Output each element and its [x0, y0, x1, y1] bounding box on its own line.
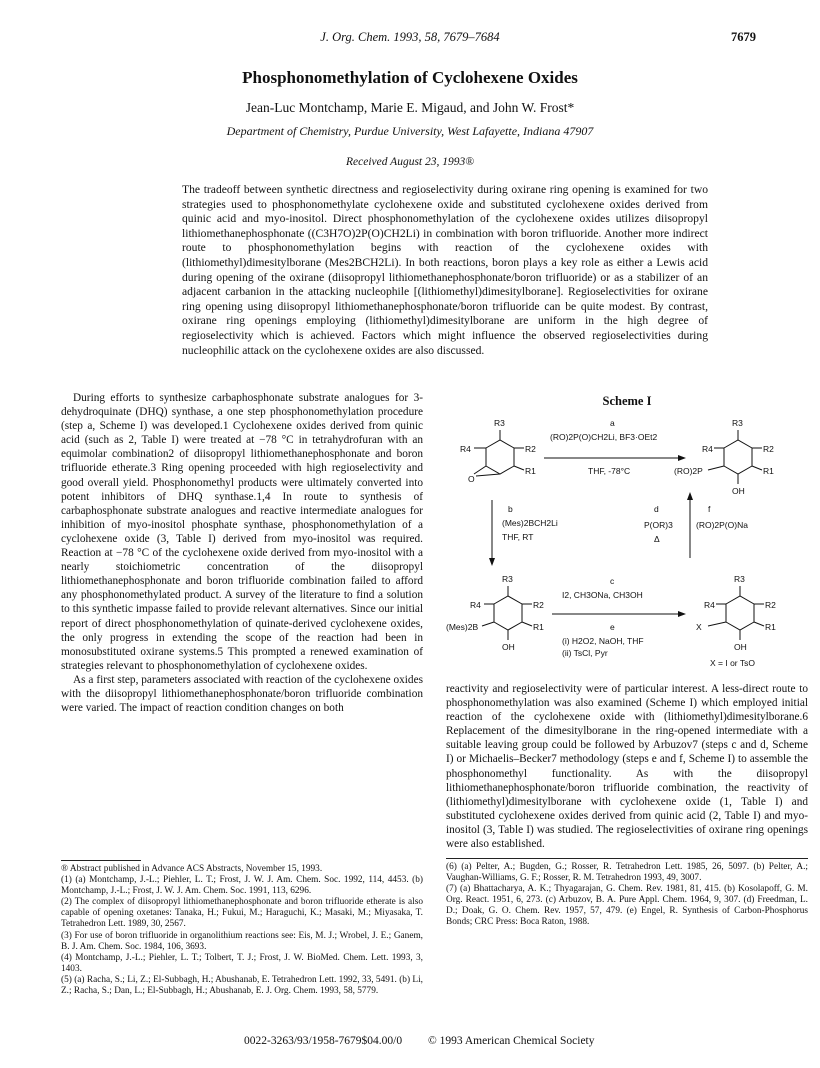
r2-label: R2	[765, 600, 776, 610]
r3-label: R3	[732, 418, 743, 428]
body-paragraph: As a first step, parameters associated with reaction of the cyclohexene oxides with the diisopropyl lithiomethanephosphonate/boron trifluoride combination were varied. The impact of reaction condition changes on both	[61, 673, 423, 715]
footnote: (5) (a) Racha, S.; Li, Z.; El-Subbagh, H.; Abushanab, E. Tetrahedron Lett. 1992, 33, 5491. (b) Li, Z.; Racha, S.; Dan, L.; El-Subbagh, H.; Abushanab, E. J. Org. Chem. 1993, 58, 5779.	[61, 974, 423, 997]
phosphonate-label: (RO)2P	[674, 466, 703, 476]
reagent-c: I2, CH3ONa, CH3OH	[562, 590, 643, 600]
reagent-e-step1: (i) H2O2, NaOH, THF	[562, 636, 644, 646]
reagent-a: (RO)2P(O)CH2Li, BF3·OEt2	[550, 432, 658, 442]
epoxide-structure	[460, 418, 536, 484]
footnote: (2) The complex of diisopropyl lithiomethanephosphonate and boron trifluoride etherate is also capable of opening oxetanes: Tanaka, H.; Fukui, M.; Haraguchi, K.; Masaki, M.; Miyasaka, T. Tetrahedron Lett. 1989, 30, 2567.	[61, 897, 423, 930]
r2-label: R2	[533, 600, 544, 610]
mesityl-borane-label: (Mes)2B	[446, 622, 479, 632]
r1-label: R1	[533, 622, 544, 632]
received-date: Received August 23, 1993®	[346, 156, 474, 168]
r3-label: R3	[502, 574, 513, 584]
affiliation: Department of Chemistry, Purdue University, West Lafayette, Indiana 47907	[226, 124, 594, 138]
body-column-left	[61, 391, 423, 715]
author-list: Jean-Luc Montchamp, Marie E. Migaud, and John W. Frost*	[245, 100, 575, 115]
heat-symbol: Δ	[654, 534, 660, 544]
borane-intermediate-structure	[446, 574, 544, 652]
running-header	[0, 30, 820, 46]
step-d-label: d	[654, 504, 659, 514]
r4-label: R4	[470, 600, 481, 610]
leaving-group-intermediate-structure	[696, 574, 776, 668]
footnotes-right	[446, 862, 808, 929]
footnote: (1) (a) Montchamp, J.-L.; Piehler, L. T.; Frost, J. W. J. Am. Chem. Soc. 1992, 114, 4453. (b) Montchamp, J.-L.; Frost, J. W. J. Am. Chem. Soc. 1991, 113, 6296.	[61, 875, 423, 897]
copyright-notice: © 1993 American Chemical Society	[428, 1035, 595, 1047]
r4-label: R4	[702, 444, 713, 454]
footnote: (7) (a) Bhattacharya, A. K.; Thyagarajan, G. Chem. Rev. 1981, 81, 415. (b) Kosolapoff, G. M. Org. React. 1951, 6, 273. (c) Arbuzov, B. A. Pure Appl. Chem. 1964, 9, 307. (d) Freedman, L. D.; Doak, G. O. Chem. Rev. 1957, 57, 479. (e) Engel, R. Synthesis of Carbon-Phosphorus Bonds; CRC Press: Boca Raton, 1988.	[446, 884, 808, 928]
r3-label: R3	[734, 574, 745, 584]
footnotes-left	[61, 864, 423, 997]
leaving-group-definition: X = I or TsO	[710, 658, 755, 668]
hydroxyl-label: OH	[732, 486, 745, 496]
epoxide-oxygen-label: O	[468, 474, 475, 484]
r4-label: R4	[460, 444, 471, 454]
body-paragraph: During efforts to synthesize carbaphosphonate substrate analogues for 3-dehydroquinate (DHQ) synthase, a one step phosphonomethylation procedure (step a, Scheme I) was developed.1 Cyclohexene oxides derived from quinic acid (such as 2, Table I) were treated at −78 °C in tetrahydrofuran with an equimolar combination2 of diisopropyl lithiomethanephosphonate and boron trifluoride etherate.3 Ring opening proceeded with high regioselectivity and good overall yield. Phosphonomethyl products were ultimately converted into potent inhibitors of DHQ synthase.1,4 In route to synthesis of carbaphosphonate substrate analogues and reactive intermediate analogues for inhibition of myo-inositol phosphate synthase, phosphonomethylation of a cyclohexene oxide (3, Table I) derived from myo-inositol was required. Reaction at −78 °C of the cyclohexene oxide derived from myo-inositol with a nearly stoichiometric concentration of the diisopropyl lithiomethanephosphonate and boron trifluoride combination failed to afford any phosphonomethylated product. A survey of the literature to find a solution to this synthetic impasse failed to provide relevant alternatives. Since our initial report of direct phosphonomethylation of quinate-derived cyclohexene oxides, the only progress in extending the scope of the reaction had been in monosubstituted oxirane systems.5 This prompted a renewed examination of strategies relevant to phosphonomethylation of cyclohexene oxides.	[61, 392, 423, 672]
reagent-e-step2: (ii) TsCl, Pyr	[562, 648, 608, 658]
r3-label: R3	[494, 418, 505, 428]
r2-label: R2	[525, 444, 536, 454]
step-e-label: e	[610, 622, 615, 632]
hydroxyl-label: OH	[734, 642, 747, 652]
step-a-label: a	[610, 418, 615, 428]
phosphonate-product-structure	[674, 418, 774, 496]
conditions-b: THF, RT	[502, 532, 534, 542]
body-column-right	[446, 682, 808, 851]
scheme-title: Scheme I	[602, 394, 652, 408]
step-f-label: f	[708, 504, 711, 514]
abstract: The tradeoff between synthetic directness and regioselectivity during oxirane ring opening is examined for two strategies used to phosphonomethylate cyclohexene oxide and substituted cyclohexene oxides derived from quinic acid and myo-inositol. Direct phosphonomethylation of the cyclohexene oxides utilizes diisopropyl lithiomethanephosphonate ((C3H7O)2P(O)CH2Li) in combination with boron trifluoride. Another more indirect route to phosphonomethylation begins with reaction of the cyclohexene oxides with (lithiomethyl)dimesitylborane (Mes2BCH2Li). In both reactions, boron plays a key role as either a Lewis acid during opening of the oxirane (diisopropyl lithiomethanephosphonate/boron trifluoride) or as a stabilizer of an adjacent carbanion in the attacking nucleophile [(lithiomethyl)dimesitylborane]. Regioselectivities for oxirane ring opening using diisopropyl lithiomethanephosphonate/boron trifluoride can be quite modest. By contrast, oxirane ring openings employing (lithiomethyl)dimesitylborane are uniform in the high degree of regioselectivity which is achieved. Factors which might influence the observed regioselectivities during nucleophilic attack on the cyclohexene oxides are also discussed.	[182, 183, 708, 357]
footnote: (3) For use of boron trifluoride in organolithium reactions see: Eis, M. J.; Wrobel, J. E.; Ganem, B. J. Am. Chem. Soc. 1984, 106, 3693.	[61, 930, 423, 952]
r1-label: R1	[763, 466, 774, 476]
issn-code: 0022-3263/93/1958-7679$04.00/0	[244, 1035, 403, 1047]
article-title: Phosphonomethylation of Cyclohexene Oxides	[242, 68, 578, 87]
reagent-b: (Mes)2BCH2Li	[502, 518, 558, 528]
r4-label: R4	[704, 600, 715, 610]
footnote-divider	[446, 858, 808, 859]
conditions-a: THF, -78°C	[588, 466, 631, 476]
journal-citation: J. Org. Chem. 1993, 58, 7679–7684	[320, 30, 500, 44]
page-number: 7679	[731, 30, 756, 44]
step-b-label: b	[508, 504, 513, 514]
footnote-divider	[61, 860, 141, 861]
reaction-scheme	[446, 408, 808, 673]
r1-label: R1	[525, 466, 536, 476]
reagent-d: P(OR)3	[644, 520, 673, 530]
r2-label: R2	[763, 444, 774, 454]
scheme-diagram	[446, 408, 808, 673]
body-paragraph: reactivity and regioselectivity were of particular interest. A less-direct route to phosphonomethylation was also examined (Scheme I) which employed initial reaction of the cyclohexene oxide with (lithiomethyl)dimesitylborane.6 Replacement of the dimesitylborane in the ring-opened intermediate with a suitable leaving group could be followed by Arbuzov7 (steps c and d, Scheme I) or Michaelis–Becker7 methodology (steps e and f, Scheme I) to assemble the phosphonomethyl functionality. As with the diisopropyl lithiomethanephosphonate/boron trifluoride combination, the reactivity of (lithiomethyl)dimesitylborane with cyclohexene oxide (1, Table I) and substituted cyclohexene oxides derived from quinic acid (2, Table I) and myo-inositol (3, Table I) was studied. The regioselectivities of oxirane ring openings were also established.	[446, 683, 808, 851]
hydroxyl-label: OH	[502, 642, 515, 652]
leaving-group-label: X	[696, 622, 702, 632]
r1-label: R1	[765, 622, 776, 632]
step-c-label: c	[610, 576, 615, 586]
footnote: (4) Montchamp, J.-L.; Piehler, L. T.; Tolbert, T. J.; Frost, J. W. BioMed. Chem. Lett. 1993, 3, 1403.	[61, 952, 423, 974]
reagent-f: (RO)2P(O)Na	[696, 520, 748, 530]
footnote: (6) (a) Pelter, A.; Bugden, G.; Rosser, R. Tetrahedron Lett. 1985, 26, 5097. (b) Pelter, A.; Vaughan-Williams, G. F.; Rosser, R. M. Tetrahedron 1993, 49, 3007.	[446, 862, 808, 884]
footnote: ® Abstract published in Advance ACS Abstracts, November 15, 1993.	[61, 864, 323, 874]
